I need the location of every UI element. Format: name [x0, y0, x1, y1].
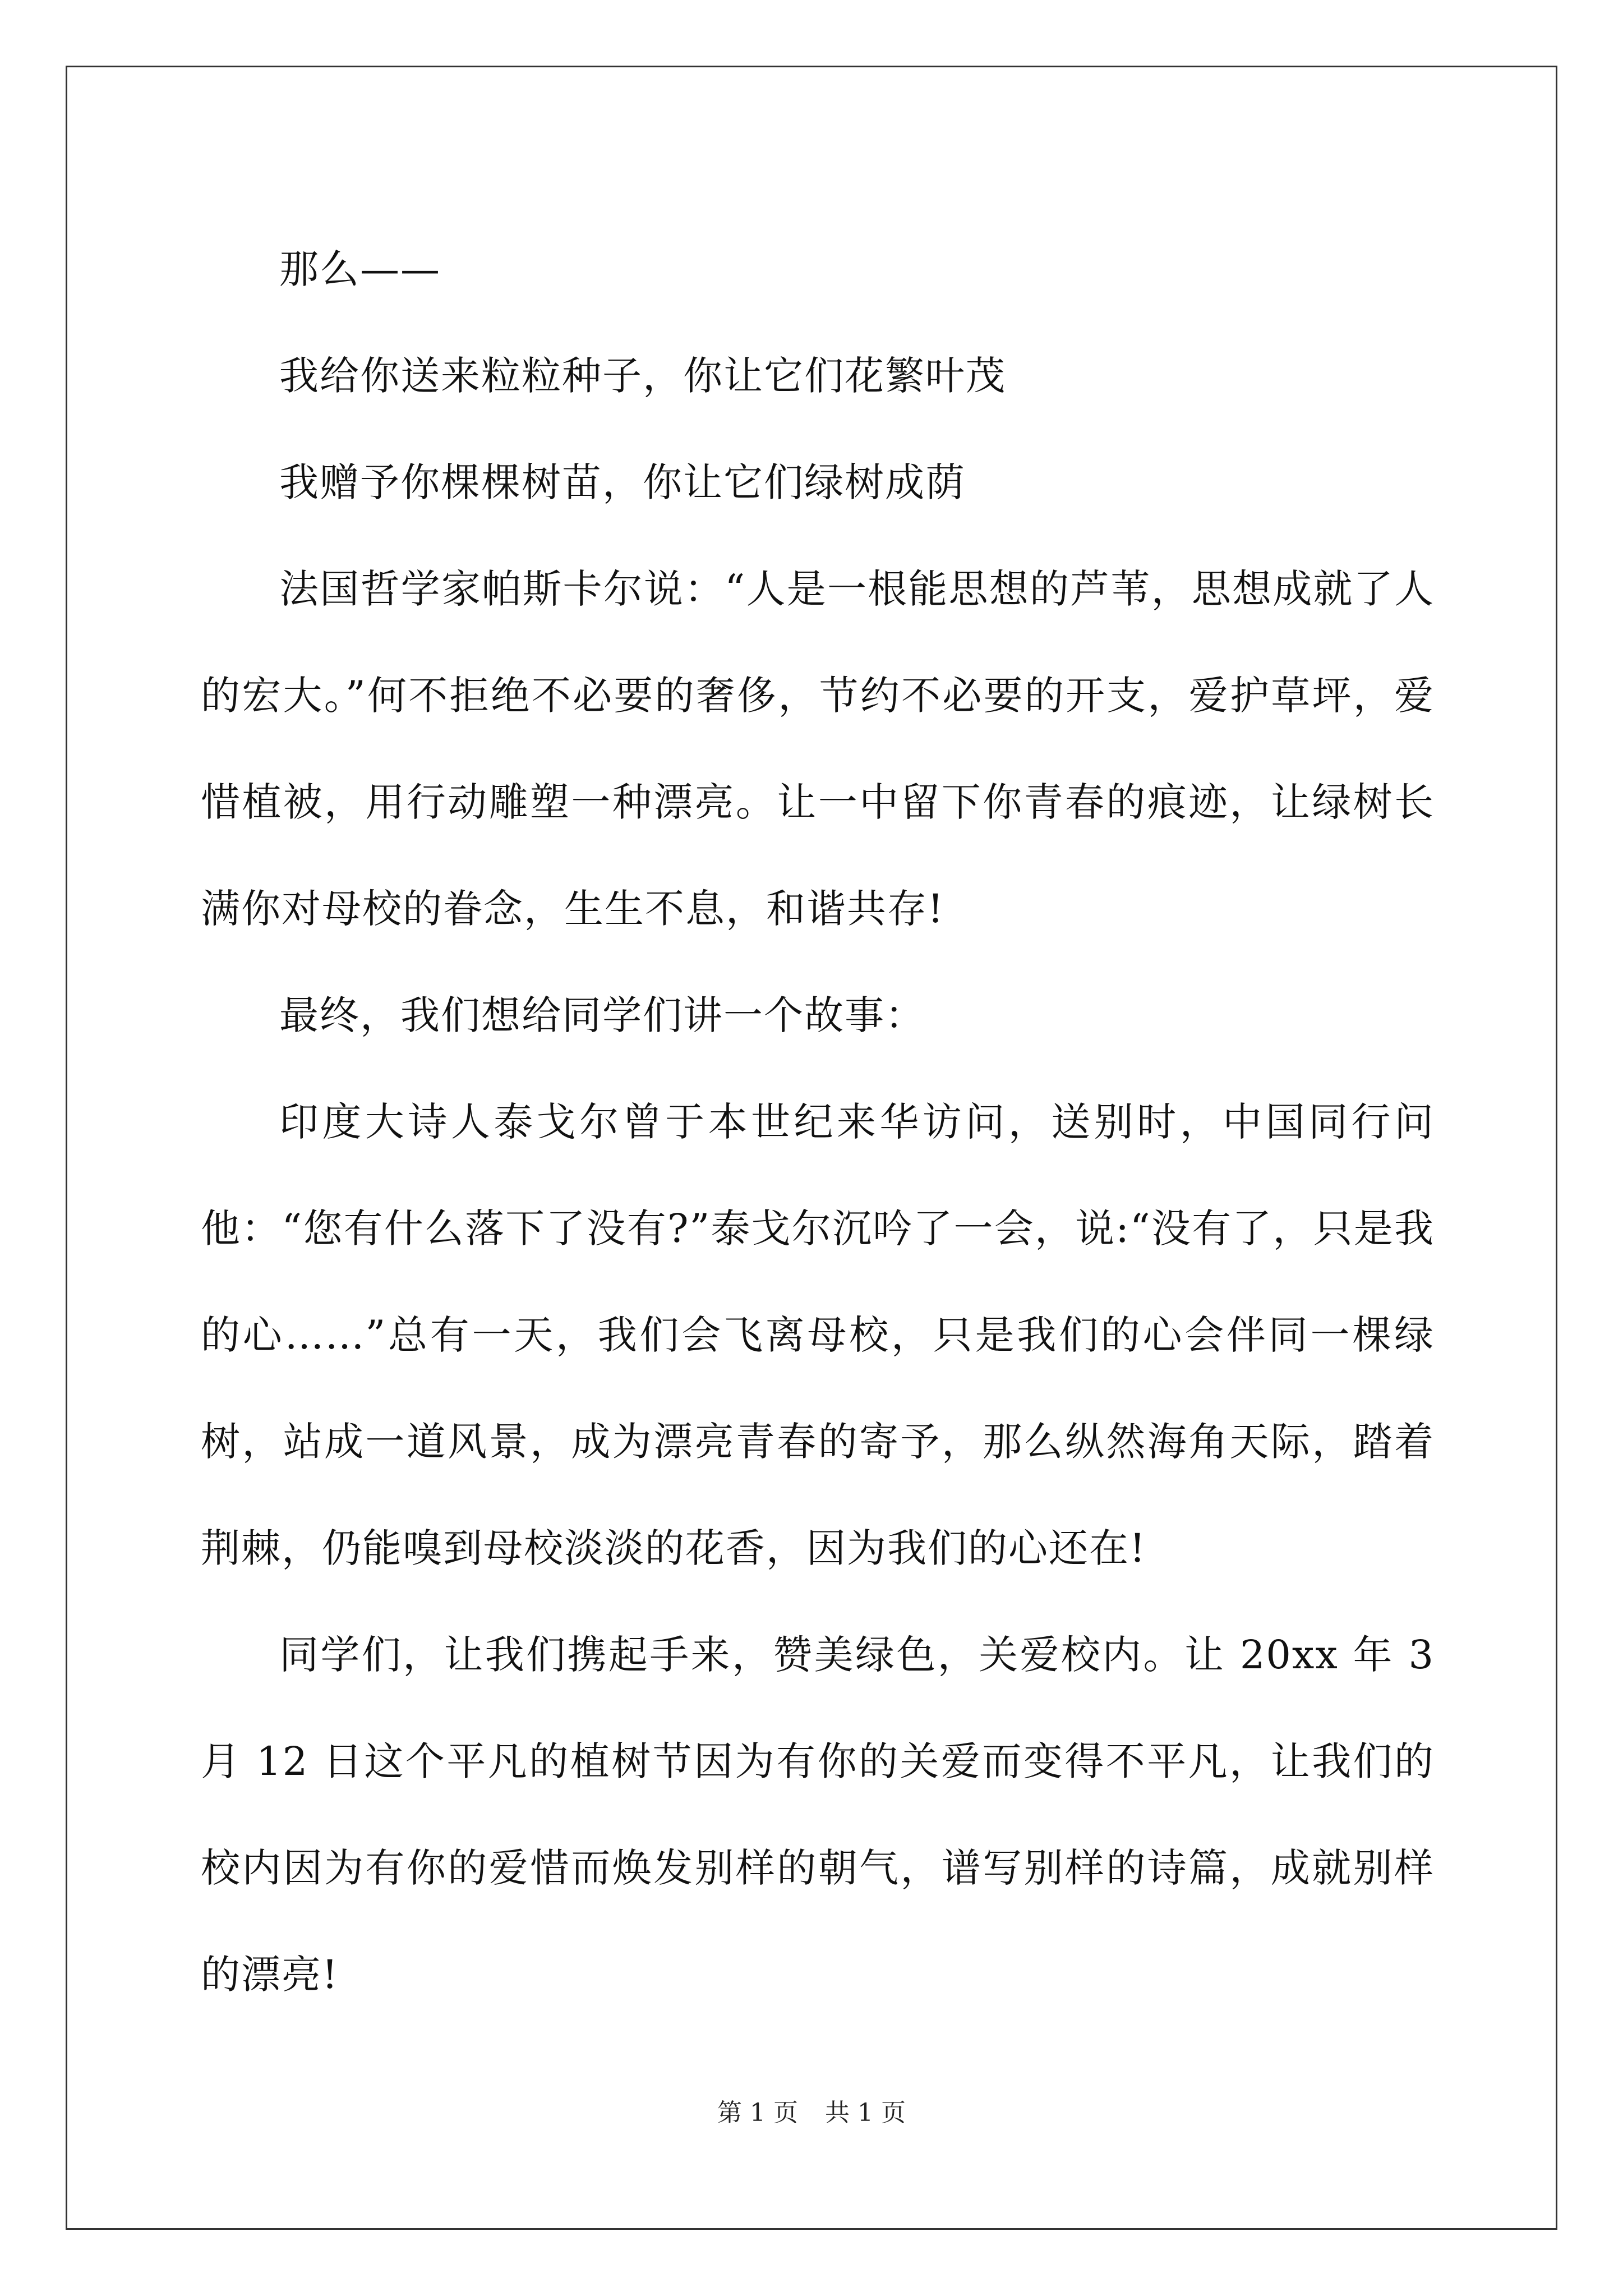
paragraph: 法国哲学家帕斯卡尔说：“人是一根能思想的芦苇，思想成就了人的宏大。”何不拒绝不必要的奢侈，节约不必要的开支，爱护草坪，爱惜植被，用行动雕塑一种漂亮。让一中留下你青春的痕迹，让绿树长满你对母校的眷念，生生不息，和谐共存! — [201, 566, 1435, 932]
page-total: 共 1 页 — [825, 2099, 906, 2127]
page-footer — [0, 2092, 1623, 2128]
paragraph: 我给你送来粒粒种子，你让它们花繁叶茂 — [279, 353, 1006, 399]
paragraph: 印度大诗人泰戈尔曾于本世纪来华访问，送别时，中国同行问他：“您有什么落下了没有?”泰戈尔沉吟了一会，说:“没有了，只是我的心……”总有一天，我们会飞离母校，只是我们的心会伴同一棵绿树，站成一道风景，成为漂亮青春的寄予，那么纵然海角天际，踏着荆棘，仍能嗅到母校淡淡的花香，因为我们的心还在! — [201, 1099, 1435, 1571]
paragraph: 最终，我们想给同学们讲一个故事： — [279, 992, 925, 1038]
paragraph: 同学们，让我们携起手来，赞美绿色，关爱校内。让 20xx 年 3 月 12 日这个平凡的植树节因为有你的关爱而变得不平凡，让我们的校内因为有你的爱惜而焕发别样的朝气，谱写别样的诗篇，成就别样的漂亮! — [201, 1632, 1435, 1998]
page-number: 第 1 页 — [717, 2099, 798, 2127]
paragraph: 那么—— — [279, 246, 441, 292]
paragraph: 我赠予你棵棵树苗，你让它们绿树成荫 — [279, 459, 966, 505]
document-body — [201, 216, 1435, 2028]
